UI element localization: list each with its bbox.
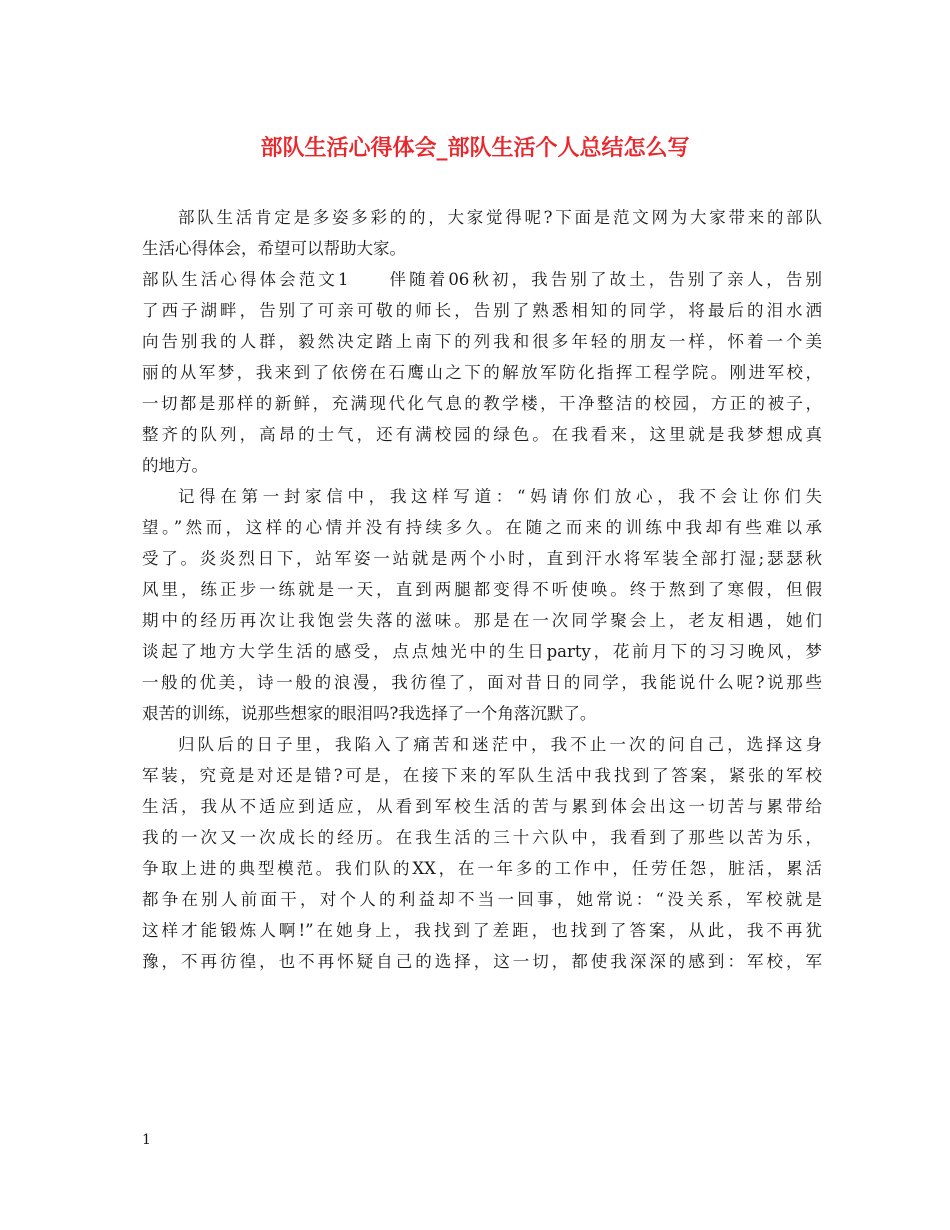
- text-line: 记得在第一封家信中，我这样写道：“妈请你们放心，我不会让你们失: [178, 487, 822, 506]
- text-line: 向告别我的人群，毅然决定踏上南下的列我和很多年轻的朋友一样，怀着一个美: [142, 332, 822, 351]
- text-line: 豫，不再彷徨，也不再怀疑自己的选择，这一切，都使我深深的感到：军校，军: [142, 952, 822, 971]
- text-segment: 伴随着06秋初，我告别了故土，告别了亲人，告别: [386, 270, 822, 289]
- paragraph-return: [142, 729, 822, 977]
- text-line: 谈起了地方大学生活的感受，点点烛光中的生日party，花前月下的习习晚风，梦: [142, 642, 822, 661]
- text-line: 争取上进的典型模范。我们队的XX，在一年多的工作中，任劳任怨，脏活，累活: [142, 859, 822, 878]
- text-line: 生活，我从不适应到适应，从看到军校生活的苦与累到体会出这一切苦与累带给: [142, 797, 822, 816]
- text-line: 整齐的队列，高昂的士气，还有满校园的绿色。在我看来，这里就是我梦想成真: [142, 425, 822, 444]
- text-line: 受了。炎炎烈日下，站军姿一站就是两个小时，直到汗水将军装全部打湿;瑟瑟秋: [142, 549, 822, 568]
- text-line: 我的一次又一次成长的经历。在我生活的三十六队中，我看到了那些以苦为乐，: [142, 828, 822, 847]
- paragraph-intro: [142, 202, 822, 264]
- text-line: 的地方。: [142, 456, 208, 475]
- document-title: 部队生活心得体会_部队生活个人总结怎么写: [260, 135, 690, 161]
- text-line: 丽的从军梦，我来到了依傍在石鹰山之下的解放军防化指挥工程学院。刚进军校，: [142, 363, 822, 382]
- paragraph-letter: [142, 481, 822, 729]
- text-line: 风里，练正步一练就是一天，直到两腿都变得不听使唤。终于熬到了寒假，但假: [142, 580, 822, 599]
- document-body: [142, 202, 822, 977]
- text-line: 生活心得体会，希望可以帮助大家。: [142, 239, 406, 258]
- text-line: 一般的优美，诗一般的浪漫，我彷徨了，面对昔日的同学，我能说什么呢?说那些: [142, 673, 822, 692]
- section-heading: 部队生活心得体会范文1: [142, 270, 349, 289]
- page-number: 1: [142, 1132, 151, 1148]
- text-line: 归队后的日子里，我陷入了痛苦和迷茫中，我不止一次的问自己，选择这身: [178, 735, 822, 754]
- text-line: 军装，究竟是对还是错?可是，在接下来的军队生活中我找到了答案，紧张的军校: [142, 766, 822, 785]
- text-line-with-heading: [142, 264, 822, 295]
- text-line: 都争在别人前面干，对个人的利益却不当一回事，她常说：“没关系，军校就是: [142, 890, 822, 909]
- text-line: 这样才能锻炼人啊!”在她身上，我找到了差距，也找到了答案，从此，我不再犹: [142, 921, 822, 940]
- text-line: 艰苦的训练，说那些想家的眼泪吗?我选择了一个角落沉默了。: [142, 704, 597, 723]
- text-line: 部队生活肯定是多姿多彩的的，大家觉得呢?下面是范文网为大家带来的部队: [178, 208, 822, 227]
- text-line: 了西子湖畔，告别了可亲可敬的师长，告别了熟悉相知的同学，将最后的泪水洒: [142, 301, 822, 320]
- text-line: 一切都是那样的新鲜，充满现代化气息的教学楼，干净整洁的校园，方正的被子，: [142, 394, 822, 413]
- text-line: 望。”然而，这样的心情并没有持续多久。在随之而来的训练中我却有些难以承: [142, 518, 822, 537]
- text-line: 期中的经历再次让我饱尝失落的滋味。那是在一次同学聚会上，老友相遇，她们: [142, 611, 822, 630]
- paragraph-sample-1: [142, 264, 822, 481]
